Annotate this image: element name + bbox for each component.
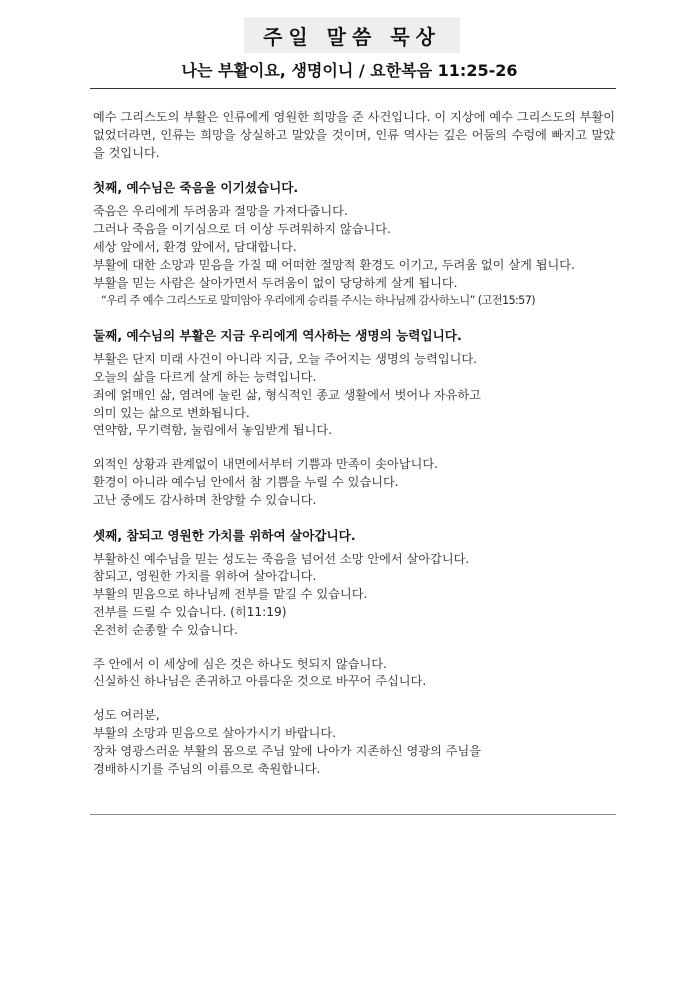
bottom-divider xyxy=(90,814,616,815)
body-line: 신실하신 하나님은 존귀하고 아름다운 것으로 바꾸어 주십니다. xyxy=(93,674,427,689)
intro-paragraph: 예수 그리스도의 부활은 인류에게 영원한 희망을 준 사건입니다. 이 지상에 예수 그리스도의 부활이 없었더라면, 인류는 희망을 상실하고 말았을 것이며, 인류 역사는 깊은 어둠의 수렁에 빠지고 말았을 것입니다. xyxy=(93,110,615,160)
body-line: 부활하신 예수님을 믿는 성도는 죽음을 넘어선 소망 안에서 살아갑니다. xyxy=(93,551,470,566)
joy-paragraph xyxy=(93,456,615,509)
body-line: 참되고, 영원한 가치를 위하여 살아갑니다. xyxy=(93,569,317,584)
scripture-subtitle: 나는 부활이요, 생명이니 / 요한복음 11:25-26 xyxy=(181,61,518,80)
title-banner xyxy=(244,17,460,53)
section-3-body xyxy=(93,551,615,640)
body-line: 경배하시기를 주님의 이름으로 축원합니다. xyxy=(93,761,321,776)
body-line: 고난 중에도 감사하며 찬양할 수 있습니다. xyxy=(93,492,317,507)
body-line: 죄에 얽매인 삶, 염려에 눌린 삶, 형식적인 종교 생활에서 벗어나 자유하고 xyxy=(93,387,481,402)
section-1-heading: 첫째, 예수님은 죽음을 이기셨습니다. xyxy=(93,180,299,196)
top-divider xyxy=(90,88,616,89)
body-line: 부활의 믿음으로 하나님께 전부를 맡길 수 있습니다. xyxy=(93,587,368,602)
body-line: 외적인 상황과 관계없이 내면에서부터 기쁨과 만족이 솟아납니다. xyxy=(93,457,438,472)
body-line: 그러나 죽음을 이기심으로 더 이상 두려워하지 않습니다. xyxy=(93,222,391,237)
body-wrapped-line: 부활에 대한 소망과 믿음을 가질 때 어떠한 절망적 환경도 이기고, 두려움 없이 살게 됩니다. xyxy=(93,257,575,272)
body-line: 부활을 믿는 사람은 살아가면서 두려움이 없이 당당하게 살게 됩니다. xyxy=(93,275,458,290)
body-line: 온전히 순종할 수 있습니다. xyxy=(93,622,239,637)
body-line: 오늘의 삶을 다르게 살게 하는 능력입니다. xyxy=(93,369,317,384)
sermon-body xyxy=(93,109,615,778)
body-line: 주 안에서 이 세상에 심은 것은 하나도 헛되지 않습니다. xyxy=(93,656,387,671)
body-line: 죽음은 우리에게 두려움과 절망을 가져다줍니다. xyxy=(93,204,348,219)
body-line: 부활의 소망과 믿음으로 살아가시기 바랍니다. xyxy=(93,725,337,740)
body-line: 성도 여러분, xyxy=(93,708,160,723)
body-line: 연약함, 무기력함, 눌림에서 놓임받게 됩니다. xyxy=(93,423,333,438)
body-line: 부활은 단지 미래 사건이 아니라 지금, 오늘 주어지는 생명의 능력입니다. xyxy=(93,352,478,367)
section-1-body xyxy=(93,203,615,310)
section-3-heading: 셋째, 참되고 영원한 가치를 위하여 살아갑니다. xyxy=(93,527,356,543)
body-line: 장차 영광스러운 부활의 몸으로 주님 앞에 나아가 지존하신 영광의 주님을 xyxy=(93,743,482,758)
faithfulness-paragraph xyxy=(93,656,615,692)
body-line: 전부를 드릴 수 있습니다. (히11:19) xyxy=(93,604,287,619)
body-line: 환경이 아니라 예수님 안에서 참 기쁨을 누릴 수 있습니다. xyxy=(93,474,399,489)
scripture-quote: “우리 주 예수 그리스도로 말미암아 우리에게 승리를 주시는 하나님께 감사하노니” (고전15:57) xyxy=(101,294,535,308)
body-line: 세상 앞에서, 환경 앞에서, 담대합니다. xyxy=(93,239,297,254)
closing-paragraph xyxy=(93,707,615,778)
body-line: 의미 있는 삶으로 변화됩니다. xyxy=(93,405,250,420)
section-2-body xyxy=(93,351,615,440)
page-title: 주일 말씀 묵상 xyxy=(263,24,441,49)
section-2-heading: 둘째, 예수님의 부활은 지금 우리에게 역사하는 생명의 능력입니다. xyxy=(93,328,462,344)
